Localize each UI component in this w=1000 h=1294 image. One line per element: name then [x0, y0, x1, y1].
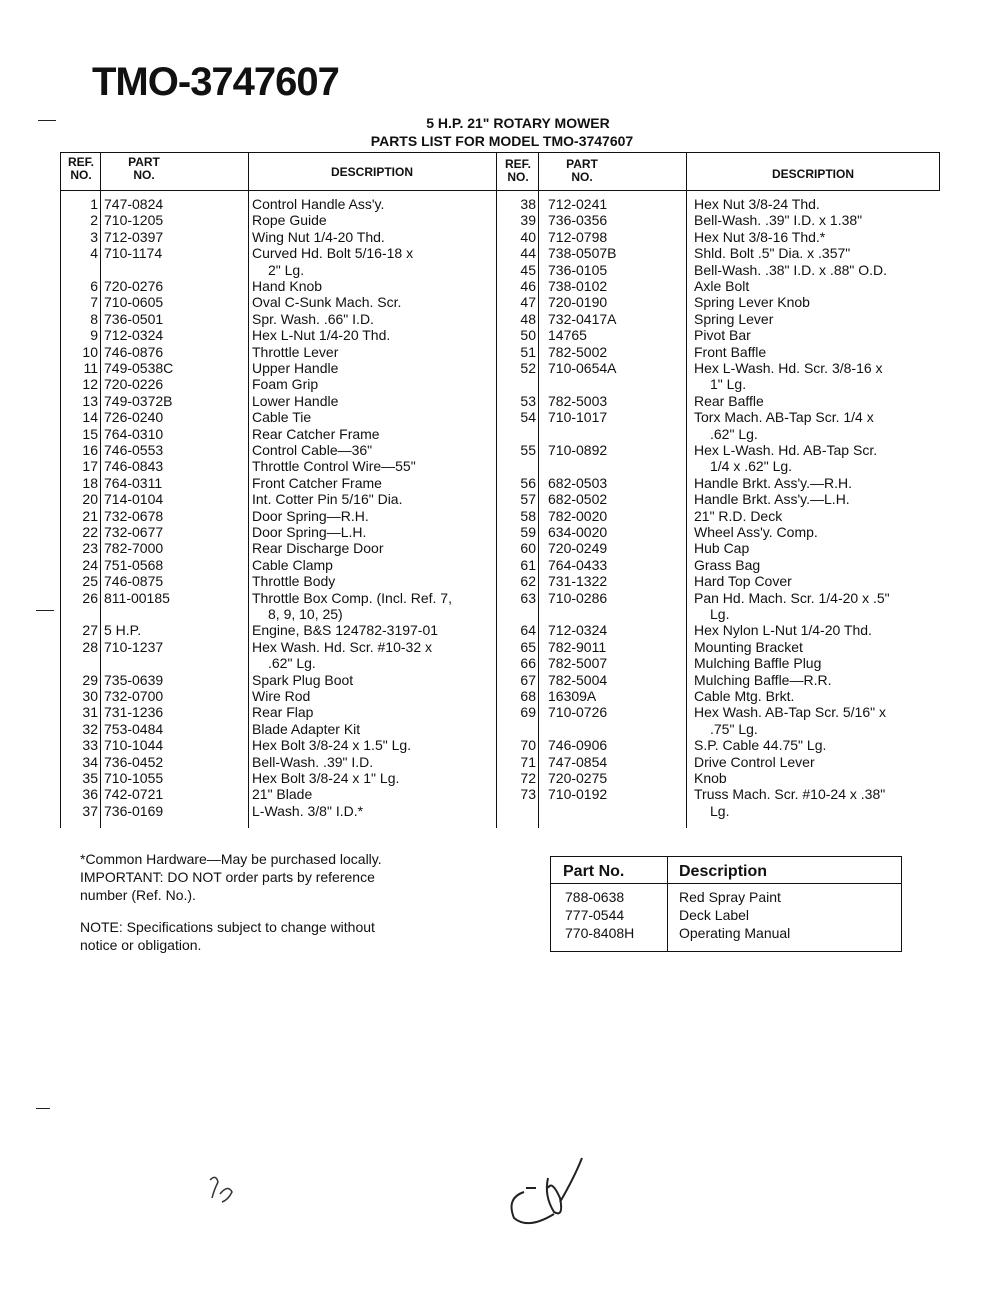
table-row	[60, 294, 940, 310]
ref-no: 66	[520, 655, 536, 672]
table-row	[551, 907, 901, 925]
description: 2" Lg.	[268, 261, 305, 278]
ref-no: 25	[82, 573, 98, 590]
header-ref-no-right: REF. NO.	[504, 157, 531, 184]
ref-no: 13	[82, 392, 98, 409]
part-no: 710-1017	[548, 409, 608, 426]
handwritten-mark	[496, 1150, 616, 1240]
accessory-parts-table	[550, 856, 902, 952]
description: Throttle Body	[252, 573, 336, 590]
table-row	[60, 491, 940, 507]
table-rule	[939, 152, 940, 190]
description: Door Spring—L.H.	[252, 524, 367, 540]
ref-no: 59	[520, 524, 536, 540]
description: .62" Lg.	[268, 655, 316, 672]
ref-no: 28	[82, 638, 98, 655]
description: Spring Lever	[694, 310, 774, 327]
part-no: 749-0538C	[104, 360, 174, 376]
table-row	[60, 442, 940, 458]
description: Axle Bolt	[694, 278, 750, 294]
description: Int. Cotter Pin 5/16" Dia.	[252, 491, 403, 508]
margin-mark	[36, 610, 54, 611]
part-no: 720-0226	[104, 376, 164, 393]
ref-no: 64	[520, 622, 536, 639]
ref-no: 50	[520, 327, 536, 344]
table-row	[60, 344, 940, 360]
table-row	[60, 458, 940, 474]
ref-no: 23	[82, 540, 98, 557]
part-no: 788-0638	[565, 889, 625, 905]
description: Spark Plug Boot	[252, 671, 354, 688]
description: Front Baffle	[694, 343, 767, 360]
ref-no: 9	[90, 327, 98, 344]
description: Bell-Wash. .39" I.D. x 1.38"	[694, 212, 863, 229]
ref-no: 33	[82, 737, 98, 754]
subtitle-line1: 5 H.P. 21" ROTARY MOWER	[426, 115, 610, 131]
description: .75" Lg.	[710, 720, 758, 737]
ref-no: 16	[82, 442, 98, 458]
table-row	[60, 327, 940, 343]
table-row	[60, 508, 940, 524]
accessory-header-desc: Description	[679, 863, 768, 880]
part-no: 712-0324	[548, 622, 608, 639]
description: Spr. Wash. .66" I.D.	[252, 310, 374, 327]
part-no: 746-0875	[104, 573, 164, 590]
description: Mulching Baffle Plug	[694, 655, 822, 672]
table-row	[60, 311, 940, 327]
part-no: 14765	[548, 327, 587, 344]
notes	[80, 850, 500, 954]
description: Rope Guide	[252, 212, 327, 229]
part-no: 732-0677	[104, 524, 164, 540]
part-no: 746-0553	[104, 442, 164, 458]
table-row	[60, 590, 940, 606]
description: Wheel Ass'y. Comp.	[694, 524, 818, 540]
table-row	[60, 212, 940, 228]
part-no: 736-0105	[548, 261, 608, 278]
ref-no: 63	[520, 589, 536, 606]
part-no: 751-0568	[104, 556, 164, 573]
table-row	[60, 606, 940, 622]
table-row	[60, 672, 940, 688]
description: Lg.	[710, 606, 730, 622]
description: Bell-Wash. .39" I.D.	[252, 753, 374, 770]
table-row	[60, 262, 940, 278]
table-row	[60, 704, 940, 720]
description: Hex Bolt 3/8-24 x 1.5" Lg.	[252, 737, 412, 754]
table-row	[60, 245, 940, 261]
ref-no: 61	[520, 556, 536, 573]
description: 21" Blade	[252, 786, 313, 803]
ref-no: 26	[82, 589, 98, 606]
part-no: 782-5003	[548, 392, 608, 409]
part-no: 749-0372B	[104, 392, 173, 409]
part-no: 712-0397	[104, 228, 164, 245]
part-no: 782-7000	[104, 540, 164, 557]
description: Knob	[694, 770, 727, 786]
table-row	[60, 573, 940, 589]
table-row	[551, 925, 901, 943]
ref-no: 62	[520, 573, 536, 590]
description: Control Cable—36"	[252, 442, 373, 458]
part-no: 5 H.P.	[104, 622, 142, 639]
table-row	[60, 754, 940, 770]
table-row	[60, 540, 940, 556]
part-no: 764-0310	[104, 425, 164, 442]
part-no: 710-0654A	[548, 360, 617, 376]
ref-no: 31	[82, 704, 98, 721]
part-no: 782-5007	[548, 655, 608, 672]
part-no: 736-0452	[104, 753, 164, 770]
part-no: 738-0507B	[548, 245, 617, 262]
subtitle-line2: PARTS LIST FOR MODEL TMO-3747607	[370, 133, 634, 149]
part-no: 710-1174	[104, 245, 163, 262]
description: Cable Clamp	[252, 556, 333, 573]
ref-no: 36	[82, 786, 98, 803]
table-row	[60, 475, 940, 491]
margin-mark	[38, 120, 56, 121]
description: Throttle Control Wire—55"	[252, 458, 416, 475]
description: Grass Bag	[694, 556, 761, 573]
part-no: 682-0503	[548, 474, 608, 491]
part-no: 710-0726	[548, 704, 608, 721]
part-no: 710-0605	[104, 294, 164, 311]
part-no: 746-0876	[104, 343, 164, 360]
ref-no: 67	[520, 671, 536, 688]
ref-no: 24	[82, 556, 98, 573]
parts-table	[60, 152, 940, 828]
part-no: 682-0502	[548, 491, 608, 508]
table-top-rule	[60, 152, 940, 153]
description: Pivot Bar	[694, 327, 751, 344]
description: Wing Nut 1/4-20 Thd.	[252, 228, 385, 245]
part-no: 726-0240	[104, 409, 164, 426]
part-no: 746-0906	[548, 737, 608, 754]
ref-no: 15	[82, 425, 98, 442]
description: .62" Lg.	[710, 425, 758, 442]
description: Hex Bolt 3/8-24 x 1" Lg.	[252, 770, 400, 786]
part-no: 782-5002	[548, 343, 608, 360]
part-no: 782-9011	[548, 638, 607, 655]
part-no: 720-0249	[548, 540, 608, 557]
description: Front Catcher Frame	[252, 474, 382, 491]
description: Door Spring—R.H.	[252, 507, 369, 524]
description: Throttle Box Comp. (Incl. Ref. 7,	[252, 589, 452, 606]
part-no: 710-1055	[104, 770, 164, 786]
ref-no: 10	[82, 343, 98, 360]
part-no: 712-0798	[548, 228, 608, 245]
ref-no: 30	[82, 688, 98, 704]
description: Rear Catcher Frame	[252, 425, 380, 442]
ref-no: 22	[82, 524, 98, 540]
ref-no: 17	[82, 458, 98, 475]
ref-no: 14	[82, 409, 98, 426]
description: Handle Brkt. Ass'y.—R.H.	[694, 474, 853, 491]
table-row	[551, 889, 901, 907]
description: 1" Lg.	[710, 376, 747, 393]
table-row	[60, 376, 940, 392]
accessory-table-header	[551, 857, 901, 884]
description: Hard Top Cover	[694, 573, 792, 590]
note-important: IMPORTANT: DO NOT order parts by reference	[80, 869, 375, 885]
handwritten-mark	[198, 1160, 248, 1210]
ref-no: 21	[82, 507, 98, 524]
part-no: 742-0721	[104, 786, 164, 803]
part-no: 732-0678	[104, 507, 164, 524]
table-row	[60, 409, 940, 425]
part-no: 764-0311	[104, 474, 163, 491]
part-no: 735-0639	[104, 671, 164, 688]
table-row	[60, 639, 940, 655]
ref-no: 54	[520, 409, 536, 426]
description: Truss Mach. Scr. #10-24 x .38"	[694, 786, 886, 803]
description: Lg.	[710, 802, 730, 819]
part-no: 736-0356	[548, 212, 608, 229]
part-no: 782-0020	[548, 507, 608, 524]
description: Cable Mtg. Brkt.	[694, 688, 795, 704]
part-no: 731-1322	[548, 573, 608, 590]
ref-no: 58	[520, 507, 536, 524]
ref-no: 52	[520, 360, 536, 376]
part-no: 710-0286	[548, 589, 608, 606]
part-no: 747-0854	[548, 753, 608, 770]
ref-no: 55	[520, 442, 536, 458]
part-no: 811-00185	[104, 589, 170, 606]
ref-no: 65	[520, 638, 536, 655]
part-no: 720-0190	[548, 294, 608, 311]
ref-no: 70	[520, 737, 536, 754]
part-no: 777-0544	[565, 907, 625, 923]
description: Hex Nylon L-Nut 1/4-20 Thd.	[694, 622, 872, 639]
part-no: 16309A	[548, 688, 597, 704]
table-row	[60, 229, 940, 245]
description: Upper Handle	[252, 360, 339, 376]
description: Mounting Bracket	[694, 638, 803, 655]
table-row	[60, 786, 940, 802]
description: Spring Lever Knob	[694, 294, 810, 311]
ref-no: 3	[90, 228, 98, 245]
table-row	[60, 622, 940, 638]
description: 8, 9, 10, 25)	[268, 606, 343, 622]
table-header-rule	[60, 190, 940, 191]
ref-no: 20	[82, 491, 98, 508]
part-no: 782-5004	[548, 671, 608, 688]
description: Torx Mach. AB-Tap Scr. 1/4 x	[694, 409, 874, 426]
header-ref-no: REF. NO.	[67, 155, 94, 182]
header-part-no: PART NO.	[128, 155, 160, 182]
page-title: TMO-3747607	[92, 60, 339, 104]
description: Mulching Baffle—R.R.	[694, 671, 832, 688]
ref-no: 39	[520, 212, 536, 229]
ref-no: 32	[82, 720, 98, 737]
table-row	[60, 393, 940, 409]
note-specifications: NOTE: Specifications subject to change without	[80, 919, 375, 935]
part-no: 714-0104	[104, 491, 164, 508]
header-description-right: DESCRIPTION	[771, 167, 854, 181]
table-row	[60, 770, 940, 786]
ref-no: 51	[520, 343, 536, 360]
table-row	[60, 803, 940, 819]
ref-no: 4	[90, 245, 98, 262]
table-row	[60, 524, 940, 540]
description: Cable Tie	[252, 409, 312, 426]
description: Curved Hd. Bolt 5/16-18 x	[252, 245, 414, 262]
ref-no: 60	[520, 540, 536, 557]
ref-no: 71	[520, 753, 536, 770]
description: Pan Hd. Mach. Scr. 1/4-20 x .5"	[694, 589, 890, 606]
ref-no: 68	[520, 688, 536, 704]
description: Operating Manual	[679, 925, 791, 941]
part-no: 746-0843	[104, 458, 164, 475]
description: Drive Control Lever	[694, 753, 815, 770]
description: Red Spray Paint	[679, 889, 781, 905]
table-row	[60, 426, 940, 442]
description: Shld. Bolt .5" Dia. x .357"	[694, 245, 851, 262]
header-description: DESCRIPTION	[330, 165, 413, 179]
description: Rear Baffle	[694, 392, 764, 409]
part-no: 753-0484	[104, 720, 164, 737]
ref-no: 48	[520, 310, 536, 327]
ref-no: 47	[520, 294, 536, 311]
ref-no: 44	[520, 245, 536, 262]
description: S.P. Cable 44.75" Lg.	[694, 737, 827, 754]
part-no: 738-0102	[548, 278, 608, 294]
part-no: 710-0892	[548, 442, 608, 458]
ref-no: 18	[82, 474, 98, 491]
description: Bell-Wash. .38" I.D. x .88" O.D.	[694, 261, 888, 278]
ref-no: 27	[82, 622, 98, 639]
ref-no: 38	[520, 196, 536, 212]
table-row	[60, 360, 940, 376]
part-no: 720-0275	[548, 770, 608, 786]
description: Engine, B&S 124782-3197-01	[252, 622, 439, 639]
table-row	[60, 688, 940, 704]
part-no: 732-0700	[104, 688, 164, 704]
ref-no: 45	[520, 261, 536, 278]
ref-no: 7	[90, 294, 98, 311]
part-no: 634-0020	[548, 524, 608, 540]
accessory-header-part: Part No.	[563, 863, 625, 880]
subtitle	[0, 114, 1000, 150]
ref-no: 12	[82, 376, 98, 393]
description: Throttle Lever	[252, 343, 339, 360]
description: Control Handle Ass'y.	[252, 196, 385, 212]
note-specifications-cont: notice or obligation.	[80, 937, 202, 953]
ref-no: 46	[520, 278, 536, 294]
description: Hex Wash. Hd. Scr. #10-32 x	[252, 638, 432, 655]
margin-mark	[36, 1108, 50, 1109]
description: 1/4 x .62" Lg.	[710, 458, 793, 475]
ref-no: 35	[82, 770, 98, 786]
note-important-cont: number (Ref. No.).	[80, 887, 196, 903]
description: Rear Flap	[252, 704, 314, 721]
description: Hub Cap	[694, 540, 750, 557]
table-row	[60, 721, 940, 737]
description: Oval C-Sunk Mach. Scr.	[252, 294, 402, 311]
ref-no: 2	[90, 212, 98, 229]
part-no: 764-0433	[548, 556, 608, 573]
part-no: 747-0824	[104, 196, 164, 212]
description: L-Wash. 3/8" I.D.*	[252, 802, 364, 819]
description: Hex Nut 3/8-24 Thd.	[694, 196, 820, 212]
table-row	[60, 196, 940, 212]
description: Hex L-Nut 1/4-20 Thd.	[252, 327, 391, 344]
part-no: 736-0501	[104, 310, 164, 327]
table-row	[60, 655, 940, 671]
description: Rear Discharge Door	[252, 540, 384, 557]
description: Hex L-Wash. Hd. Scr. 3/8-16 x	[694, 360, 883, 376]
part-no: 736-0169	[104, 802, 164, 819]
ref-no: 1	[90, 196, 98, 212]
ref-no: 57	[520, 491, 536, 508]
part-no: 710-1237	[104, 638, 164, 655]
description: Wire Rod	[252, 688, 311, 704]
table-row	[60, 557, 940, 573]
table-row	[60, 278, 940, 294]
part-no: 710-1205	[104, 212, 164, 229]
ref-no: 29	[82, 671, 98, 688]
ref-no: 11	[83, 360, 98, 376]
description: Hex Wash. AB-Tap Scr. 5/16" x	[694, 704, 886, 721]
part-no: 731-1236	[104, 704, 164, 721]
description: Hex L-Wash. Hd. AB-Tap Scr.	[694, 442, 878, 458]
part-no: 712-0324	[104, 327, 164, 344]
part-no: 710-1044	[104, 737, 164, 754]
description: Lower Handle	[252, 392, 339, 409]
ref-no: 72	[520, 770, 536, 786]
part-no: 712-0241	[548, 196, 608, 212]
ref-no: 69	[520, 704, 536, 721]
ref-no: 37	[82, 802, 98, 819]
part-no: 732-0417A	[548, 310, 617, 327]
part-no: 770-8408H	[565, 925, 635, 941]
header-part-no-right: PART NO.	[566, 157, 598, 184]
ref-no: 6	[90, 278, 98, 294]
ref-no: 34	[82, 753, 98, 770]
ref-no: 40	[520, 228, 536, 245]
table-row	[60, 737, 940, 753]
description: Blade Adapter Kit	[252, 720, 361, 737]
ref-no: 53	[520, 392, 536, 409]
description: Handle Brkt. Ass'y.—L.H.	[694, 491, 850, 508]
part-no: 720-0276	[104, 278, 164, 294]
part-no: 710-0192	[548, 786, 608, 803]
description: 21" R.D. Deck	[694, 507, 783, 524]
ref-no: 56	[520, 474, 536, 491]
note-common-hardware: *Common Hardware—May be purchased locally.	[80, 851, 382, 867]
description: Hand Knob	[252, 278, 323, 294]
ref-no: 73	[520, 786, 536, 803]
description: Deck Label	[679, 907, 750, 923]
description: Foam Grip	[252, 376, 319, 393]
description: Hex Nut 3/8-16 Thd.*	[694, 228, 826, 245]
ref-no: 8	[90, 310, 98, 327]
